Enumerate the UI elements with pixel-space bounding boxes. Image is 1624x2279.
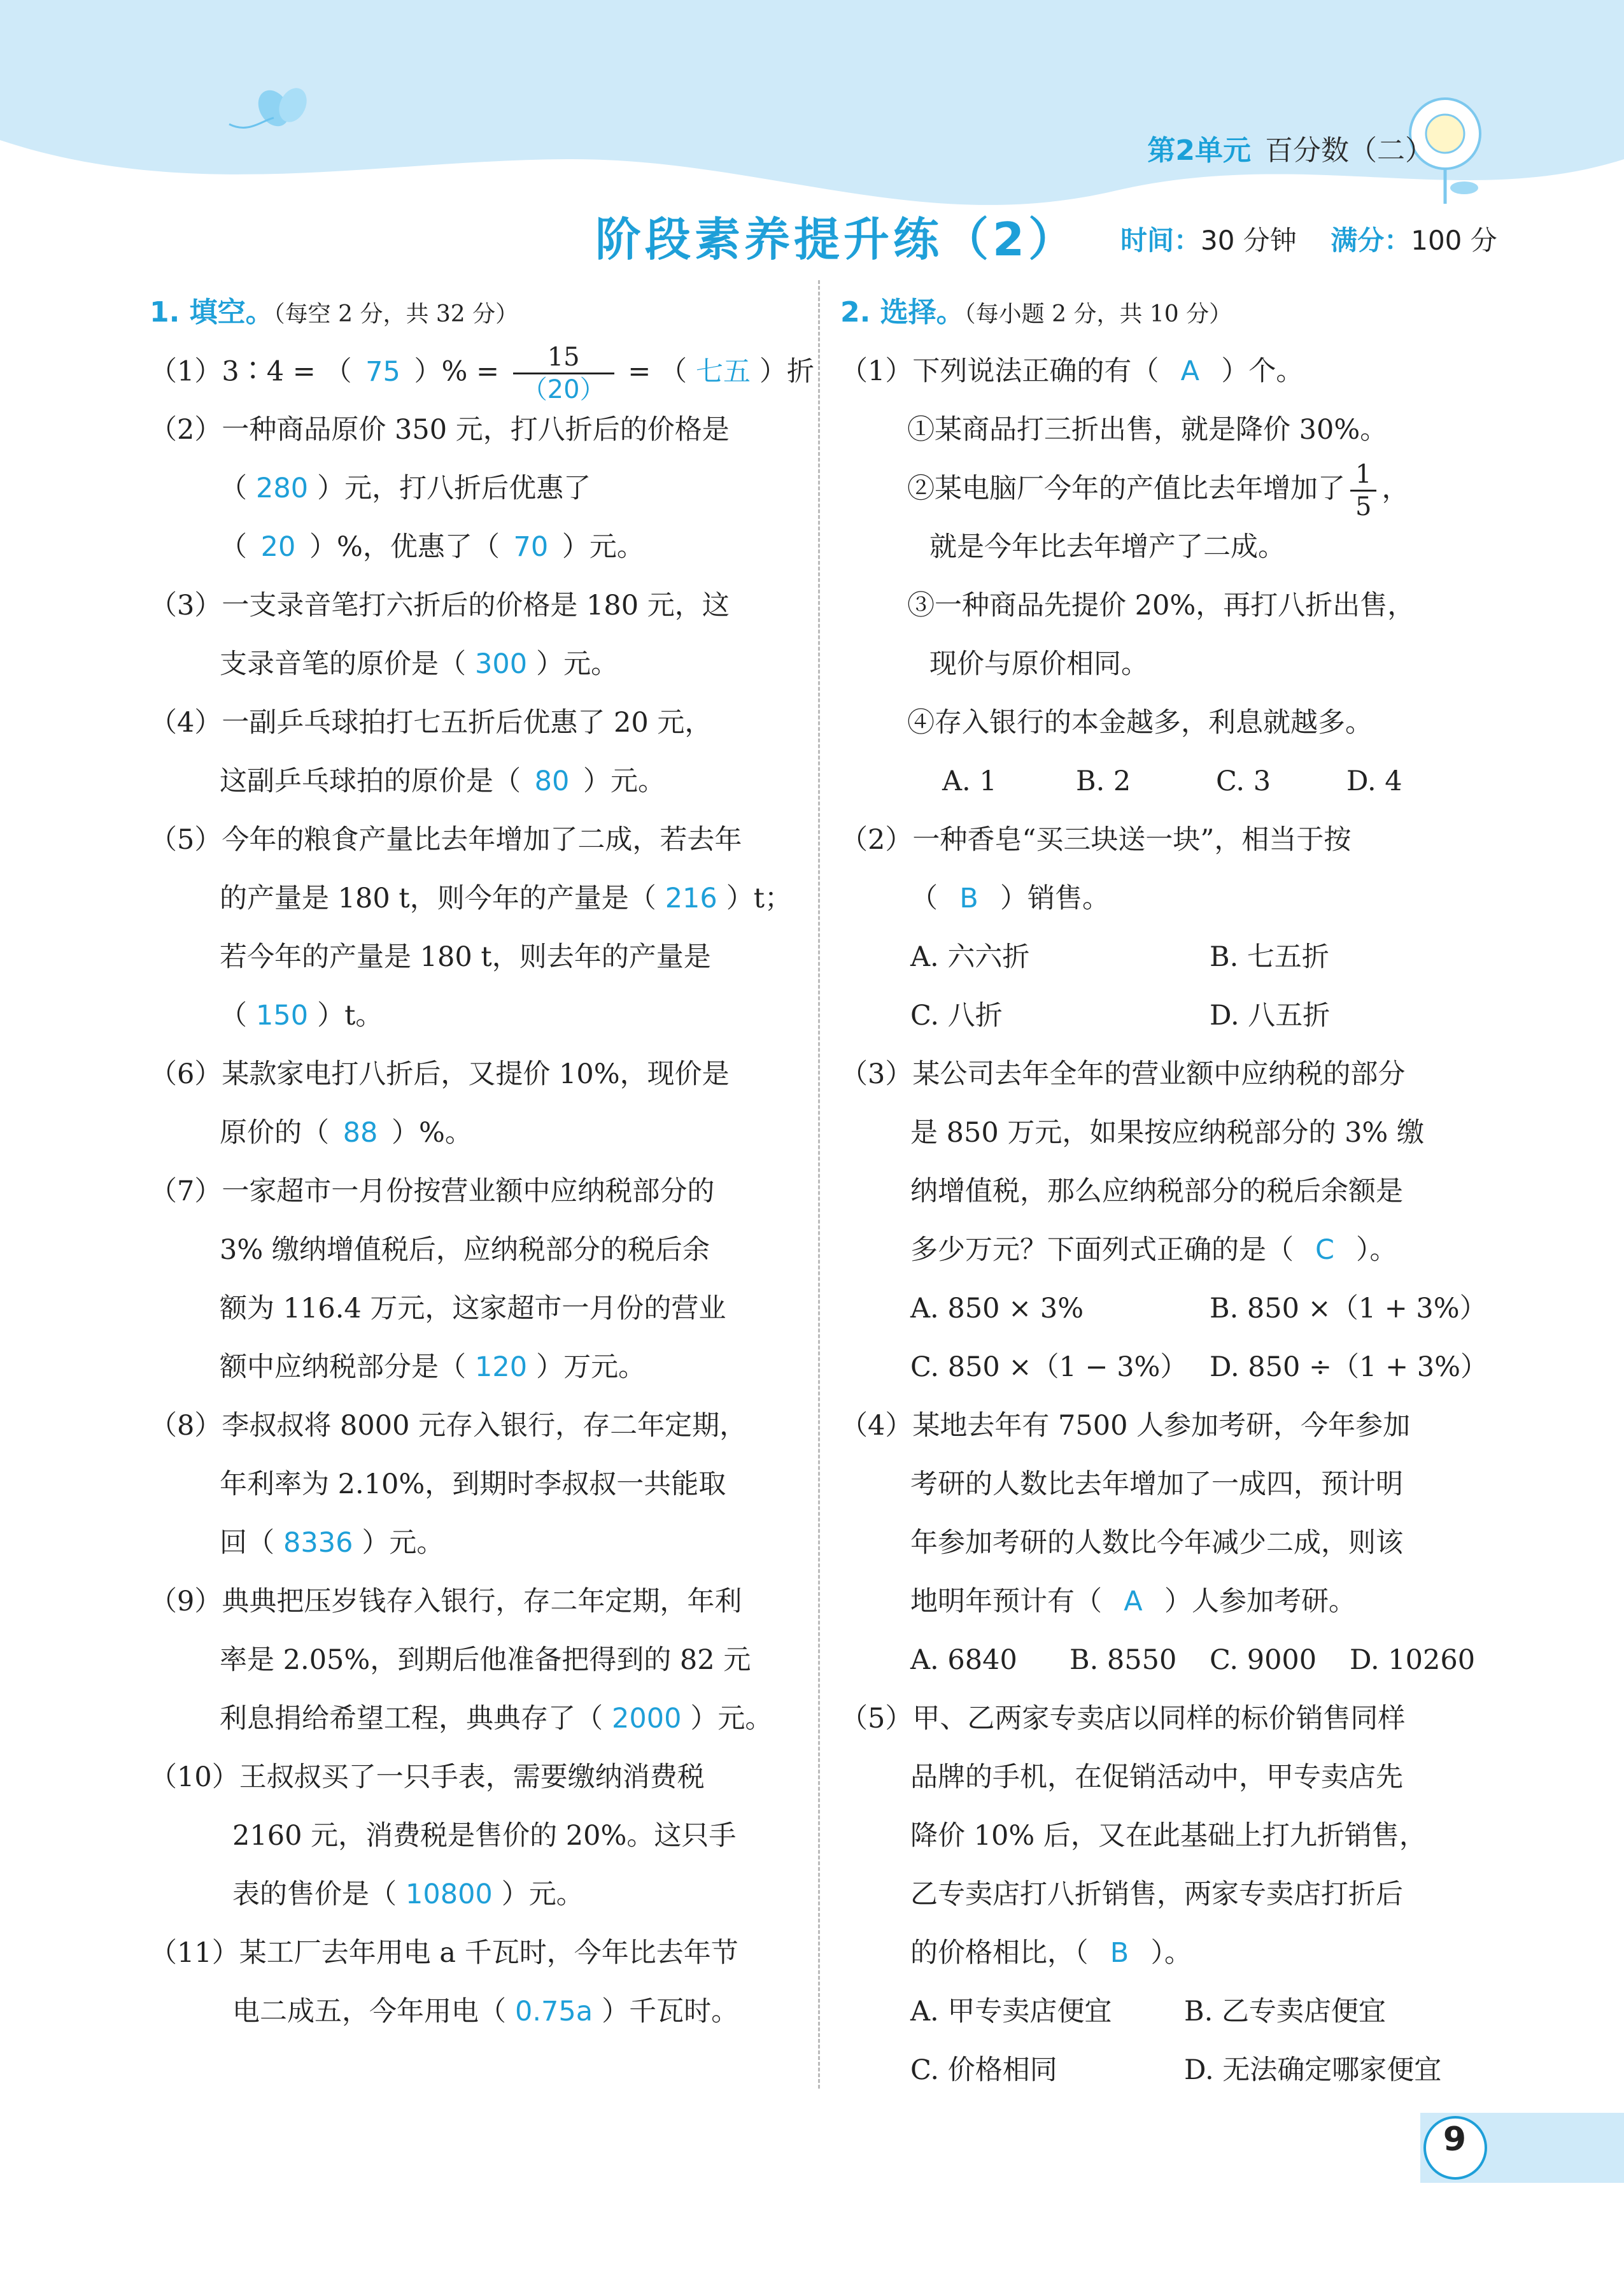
- fraction: [1350, 459, 1376, 522]
- answer: 70: [513, 531, 549, 563]
- q-text: ）元。: [583, 765, 665, 797]
- question-1-10-line3: [150, 1865, 799, 1924]
- options-row-2: [840, 1338, 1490, 1396]
- q-text: 多少万元？下面列式正确的是（: [910, 1234, 1294, 1266]
- question-1-2-line2: [150, 459, 799, 518]
- fraction: [513, 342, 614, 405]
- answer: A: [1124, 1586, 1143, 1617]
- q-text: （: [220, 531, 247, 563]
- q-text: ）。: [1356, 1234, 1397, 1266]
- question-2-5-line4: 乙专卖店打八折销售，两家专卖店打折后: [910, 1878, 1403, 1910]
- time-label: 时间：: [1120, 225, 1201, 256]
- answer: 80: [534, 765, 570, 797]
- section-heading: [840, 283, 1490, 342]
- option-a[interactable]: A. 850 × 3%: [910, 1293, 1084, 1324]
- question-2-3-line4: [840, 1221, 1490, 1279]
- q-text: ）%。: [392, 1117, 472, 1149]
- question-1-10-line2: 2160 元，消费税是售价的 20%。这只手: [232, 1820, 737, 1852]
- option-b[interactable]: B. 2: [1076, 765, 1131, 797]
- statement-4: ④存入银行的本金越多，利息就越多。: [907, 707, 1373, 739]
- section-note: （每小题 2 分，共 10 分）: [964, 301, 1232, 327]
- options-row-1: [840, 1279, 1490, 1338]
- page-number: 9: [1443, 2120, 1466, 2159]
- statement-3-line2: 现价与原价相同。: [929, 648, 1148, 680]
- question-1-3-line2: [150, 635, 799, 693]
- section-note: （每空 2 分，共 32 分）: [273, 301, 519, 327]
- question-2-5-line2: 品牌的手机，在促销活动中，甲专卖店先: [910, 1761, 1403, 1793]
- fraction-denominator: 5: [1355, 492, 1372, 522]
- question-1-2-line3: [150, 518, 799, 576]
- option-d[interactable]: D. 10260: [1350, 1644, 1476, 1676]
- option-b[interactable]: B. 8550: [1070, 1644, 1177, 1676]
- question-2-3-line2: 是 850 万元，如果按应纳税部分的 3% 缴: [910, 1117, 1424, 1149]
- option-c[interactable]: C. 9000: [1210, 1644, 1317, 1676]
- q-text: 的产量是 180 t，则今年的产量是（: [220, 883, 656, 914]
- option-c[interactable]: C. 850 ×（1 − 3%）: [910, 1351, 1188, 1383]
- answer: 七五: [695, 355, 751, 388]
- q-text: ）人参加考研。: [1164, 1586, 1356, 1617]
- q-text: 地明年预计有（: [910, 1586, 1102, 1617]
- question-1-7-line2: 3% 缴纳增值税后，应纳税部分的税后余: [220, 1234, 710, 1266]
- page-title: 阶段素养提升练（2）: [595, 213, 1078, 266]
- option-d[interactable]: D. 八五折: [1210, 1000, 1331, 1032]
- answer: B: [959, 883, 978, 914]
- answer: 280: [256, 472, 309, 504]
- question-1-5-line2: [150, 869, 799, 928]
- time-score-info: [1120, 220, 1497, 258]
- section-fill-blank: [150, 283, 814, 2041]
- q-text: ）元。: [536, 648, 619, 680]
- q-text: ，: [1381, 472, 1409, 505]
- options-row-2: [840, 2041, 1490, 2099]
- question-1-7: （7）一家超市一月份按营业额中应纳税部分的: [150, 1175, 715, 1207]
- question-1-4-line2: [150, 752, 799, 811]
- q-text: ）。: [1150, 1937, 1192, 1969]
- fraction-numerator: 15: [513, 342, 614, 374]
- answer: A: [1180, 355, 1200, 387]
- options-row-1: [840, 1982, 1490, 2041]
- q-text: ）t；: [726, 883, 793, 914]
- question-1-5: （5）今年的粮食产量比去年增加了二成，若去年: [150, 824, 742, 856]
- answer: 120: [475, 1351, 528, 1383]
- q-text: ）折: [759, 355, 814, 388]
- q-text: 表的售价是（: [232, 1878, 397, 1910]
- q-text: ）个。: [1221, 355, 1304, 387]
- option-a[interactable]: A. 甲专卖店便宜: [910, 1996, 1112, 2027]
- question-2-4-line2: 考研的人数比去年增加了一成四，预计明: [910, 1468, 1403, 1500]
- answer: 300: [475, 648, 528, 680]
- q-text: 额中应纳税部分是（: [220, 1351, 466, 1383]
- q-text: （: [220, 1000, 247, 1032]
- option-b[interactable]: B. 850 ×（1 + 3%）: [1210, 1293, 1487, 1324]
- question-1-10: （10）王叔叔买了一只手表，需要缴纳消费税: [150, 1761, 705, 1793]
- question-2-5: （5）甲、乙两家专卖店以同样的标价销售同样: [840, 1703, 1406, 1735]
- q-text: 的价格相比，（: [910, 1937, 1089, 1969]
- question-1-5-line3: 若今年的产量是 180 t，则去年的产量是: [220, 941, 711, 973]
- time-value: 30 分钟: [1201, 225, 1297, 256]
- q-text: ）元。: [690, 1703, 773, 1735]
- option-d[interactable]: D. 850 ÷（1 + 3%）: [1210, 1351, 1488, 1383]
- question-1-8: （8）李叔叔将 8000 元存入银行，存二年定期，: [150, 1410, 747, 1442]
- section-multiple-choice: [840, 283, 1490, 2099]
- answer: 0.75a: [515, 1996, 593, 2027]
- question-1-9-line3: [150, 1689, 799, 1748]
- answer: 2000: [612, 1703, 682, 1735]
- q-text: ）元。: [362, 1527, 444, 1559]
- q-text: ）元。: [561, 531, 644, 563]
- question-2-2: （2）一种香皂“买三块送一块”，相当于按: [840, 824, 1352, 856]
- q-text: ）%，优惠了（: [309, 531, 500, 563]
- q-text: ）% =: [414, 355, 500, 388]
- question-1-7-line3: 额为 116.4 万元，这家超市一月份的营业: [220, 1293, 726, 1324]
- section-number: 2. 选择。: [840, 296, 964, 329]
- q-text: = （: [628, 355, 687, 388]
- q-text: 利息捐给希望工程，典典存了（: [220, 1703, 603, 1735]
- question-1-8-line3: [150, 1514, 799, 1572]
- question-2-3-line3: 纳增值税，那么应纳税部分的税后余额是: [910, 1175, 1403, 1207]
- q-text: （: [910, 883, 938, 914]
- question-2-3: （3）某公司去年全年的营业额中应纳税的部分: [840, 1058, 1406, 1090]
- statement-2: [840, 459, 1490, 522]
- fraction-denominator-answer: （20）: [521, 375, 605, 404]
- q-text: ）t。: [317, 1000, 383, 1032]
- question-1-5-line4: [150, 986, 799, 1045]
- q-text: （1）3∶4 = （: [150, 355, 352, 388]
- question-1-1: [150, 342, 814, 404]
- answer: C: [1315, 1234, 1335, 1266]
- statement-2-line2: 就是今年比去年增产了二成。: [929, 531, 1285, 563]
- statement-1: ①某商品打三折出售，就是降价 30%。: [907, 414, 1388, 446]
- q-text: ）万元。: [536, 1351, 646, 1383]
- question-2-4-line4: [840, 1572, 1490, 1631]
- question-1-3: （3）一支录音笔打六折后的价格是 180 元，这: [150, 590, 730, 621]
- question-2-1: [840, 342, 1490, 401]
- option-c[interactable]: C. 3: [1216, 765, 1271, 797]
- answer: 88: [342, 1117, 378, 1149]
- answer: 216: [665, 883, 717, 914]
- question-1-8-line2: 年利率为 2.10%，到期时李叔叔一共能取: [220, 1468, 726, 1500]
- q-text: 这副乒乓球拍的原价是（: [220, 765, 521, 797]
- q-text: ②某电脑厂今年的产值比去年增加了: [907, 472, 1345, 505]
- question-1-11-line2: [150, 1982, 799, 2041]
- section-heading: [150, 283, 799, 342]
- score-label: 满分：: [1331, 225, 1411, 256]
- q-text: ）千瓦时。: [602, 1996, 739, 2027]
- statement-3: ③一种商品先提价 20%，再打八折出售，: [907, 590, 1415, 621]
- section-number: 1. 填空。: [150, 296, 274, 329]
- q-text: ）元，打八折后优惠了: [317, 472, 591, 504]
- option-a[interactable]: A. 6840: [910, 1644, 1017, 1676]
- q-text: 原价的（: [220, 1117, 329, 1149]
- option-b[interactable]: B. 七五折: [1210, 941, 1329, 973]
- option-a[interactable]: A. 六六折: [910, 941, 1030, 973]
- unit-label: 第2单元: [1147, 134, 1251, 167]
- question-1-2: （2）一种商品原价 350 元，打八折后的价格是: [150, 414, 730, 446]
- q-text: （1）下列说法正确的有（: [840, 355, 1159, 387]
- question-2-4: （4）某地去年有 7500 人参加考研，今年参加: [840, 1410, 1411, 1442]
- option-b[interactable]: B. 乙专卖店便宜: [1184, 1996, 1386, 2027]
- options-row-2: [840, 986, 1490, 1045]
- question-2-2-line2: [840, 869, 1490, 928]
- q-text: 电二成五，今年用电（: [232, 1996, 506, 2027]
- option-d[interactable]: D. 无法确定哪家便宜: [1184, 2054, 1442, 2086]
- options-row-1: [840, 928, 1490, 986]
- question-1-7-line4: [150, 1338, 799, 1396]
- option-c[interactable]: C. 价格相同: [910, 2054, 1057, 2086]
- q-text: 回（: [220, 1527, 274, 1559]
- fraction-numerator: 1: [1350, 459, 1376, 492]
- column-divider: [818, 280, 820, 2089]
- question-1-9-line2: 率是 2.05%，到期后他准备把得到的 82 元: [220, 1644, 751, 1676]
- answer: 150: [256, 1000, 309, 1032]
- option-a[interactable]: A. 1: [942, 765, 997, 797]
- options: [840, 1631, 1490, 1689]
- answer: 75: [365, 355, 400, 388]
- question-2-5-line3: 降价 10% 后，又在此基础上打九折销售，: [910, 1820, 1427, 1852]
- score-value: 100 分: [1411, 225, 1497, 256]
- option-c[interactable]: C. 八折: [910, 1000, 1003, 1032]
- question-1-6: （6）某款家电打八折后，又提价 10%，现价是: [150, 1058, 730, 1090]
- answer: B: [1110, 1937, 1129, 1969]
- question-2-5-line5: [840, 1924, 1490, 1982]
- question-1-6-line2: [150, 1104, 799, 1162]
- q-text: ）销售。: [1000, 883, 1110, 914]
- q-text: 支录音笔的原价是（: [220, 648, 466, 680]
- option-d[interactable]: D. 4: [1346, 765, 1402, 797]
- answer: 10800: [406, 1878, 493, 1910]
- answer: 8336: [283, 1527, 353, 1559]
- question-1-4: （4）一副乒乓球拍打七五折后优惠了 20 元，: [150, 707, 712, 739]
- unit-header: [1147, 127, 1433, 168]
- q-text: （: [220, 472, 247, 504]
- answer: 20: [260, 531, 296, 563]
- header-wave-background: [0, 0, 1624, 210]
- question-1-11: （11）某工厂去年用电 a 千瓦时，今年比去年节: [150, 1937, 738, 1969]
- q-text: ）元。: [501, 1878, 584, 1910]
- unit-title: 百分数（二）: [1265, 134, 1433, 167]
- options: [840, 752, 1490, 811]
- question-2-4-line3: 年参加考研的人数比今年减少二成，则该: [910, 1527, 1403, 1559]
- question-1-9: （9）典典把压岁钱存入银行，存二年定期，年利: [150, 1586, 742, 1617]
